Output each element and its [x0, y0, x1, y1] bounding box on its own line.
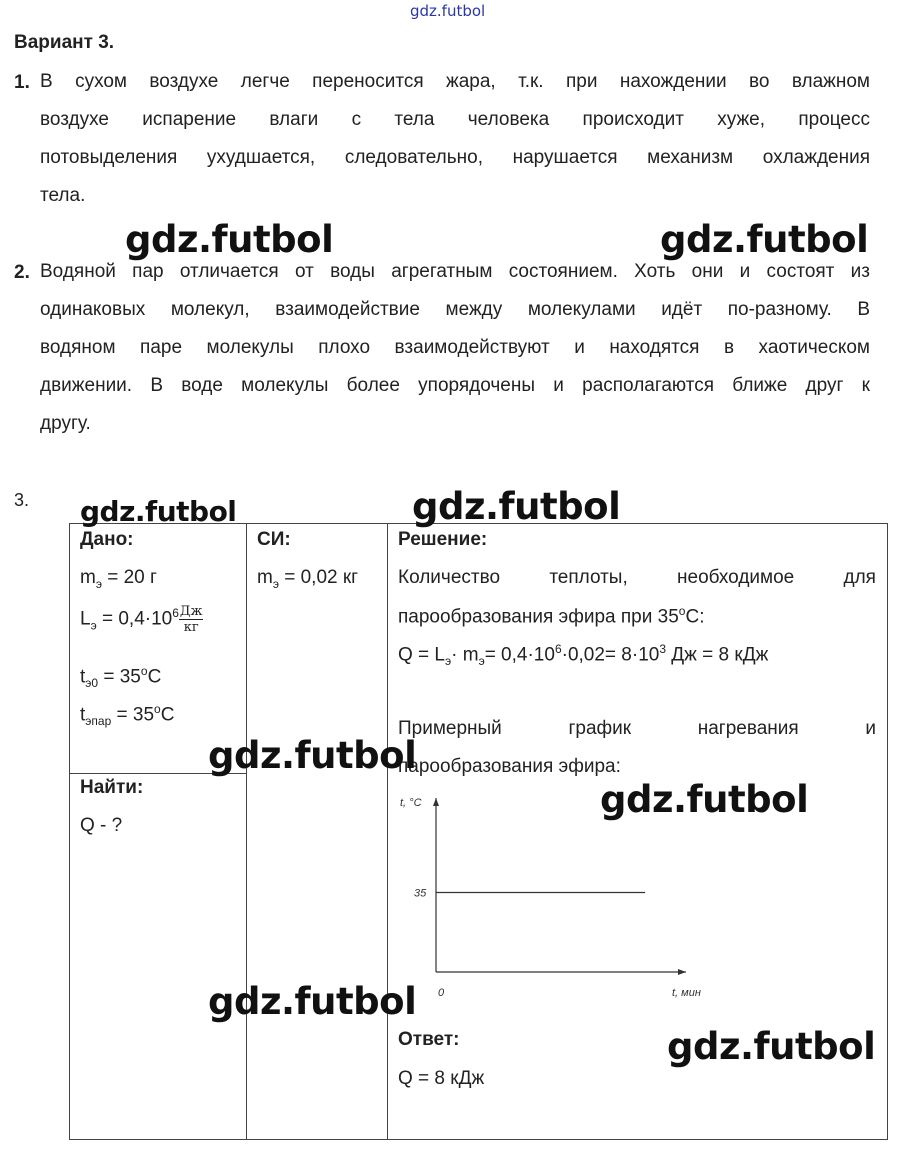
question-2-answer [40, 253, 870, 443]
page-title: Вариант 3. [14, 32, 115, 53]
watermark: gdz.futbol [412, 485, 621, 528]
q2-line-1: Водяной пар отличается от воды агрегатным состоянием. Хоть они и состоят из [40, 261, 870, 282]
origin-label: 0 [438, 987, 445, 999]
watermark: gdz.futbol [125, 218, 334, 261]
x-axis-label: t, мин [672, 987, 701, 999]
watermark: gdz.futbol [660, 218, 869, 261]
q2-line-2: одинаковых молекул, взаимодействие между молекулами идёт по-разному. В [40, 299, 870, 320]
solution-line-2: парообразования эфира при 35$^o$С: [398, 604, 705, 628]
x-axis-arrow [678, 969, 686, 975]
find-value: Q - ? [80, 815, 123, 837]
q2-line-3: водяном паре молекулы плохо взаимодействуют и находятся в хаотическом [40, 337, 870, 358]
watermark: gdz.futbol [208, 980, 417, 1023]
site-mark: gdz.futbol [410, 2, 486, 20]
q2-line-5: другу. [40, 413, 91, 434]
si-cell [247, 524, 388, 1140]
q1-line-3: потовыделения ухудшается, следовательно, нарушается механизм охлаждения [40, 147, 870, 168]
y-axis-arrow [433, 798, 439, 806]
question-2-number: 2. [14, 262, 30, 283]
y-tick-label: 35 [414, 887, 427, 900]
q1-line-4: тела. [40, 185, 86, 206]
watermark: gdz.futbol [208, 734, 417, 777]
y-axis-label: t, °C [400, 797, 422, 809]
given-latent-heat: $L_э = 0,4\cdot 10^6$ $\frac{Дж}{кг}$ [80, 604, 203, 635]
question-1-answer [40, 63, 870, 215]
given-header: Дано: [80, 529, 134, 550]
si-mass: $m_э = 0,02$ кг [257, 567, 359, 591]
q1-line-1: В сухом воздухе легче переносится жара, т.к. при нахождении во влажном [40, 71, 870, 92]
solution-line-1: Количество теплоты, необходимое для [398, 567, 876, 588]
graph-intro-line-2: парообразования эфира: [398, 756, 621, 777]
watermark: gdz.futbol [667, 1025, 876, 1068]
si-header: СИ: [257, 529, 291, 550]
graph-intro-line-1: Примерный график нагревания и [398, 718, 876, 739]
graph-axes [433, 798, 686, 975]
find-cell [70, 774, 247, 1140]
question-3-number: 3. [14, 490, 30, 510]
solution-header: Решение: [398, 529, 488, 550]
q2-line-4: движении. В воде молекулы более упорядочены и располагаются ближе друг к [40, 375, 870, 396]
answer-value: Q = 8 кДж [398, 1068, 485, 1089]
q1-line-2: воздухе испарение влаги с тела человека происходит хуже, процесс [40, 109, 870, 130]
unit-fraction: $\frac{Дж}{кг}$ [179, 604, 203, 635]
watermark: gdz.futbol [600, 778, 809, 821]
solution-formula: $Q = L_э\cdot m_э= 0,4\cdot 10^6\cdot 0,02= 8\cdot 10^3$ Дж = 8 кДж [398, 642, 769, 669]
given-initial-temp: $t_{э0} = 35^oC$ [80, 664, 162, 691]
answer-header: Ответ: [398, 1029, 460, 1050]
given-boiling-temp: $t_{эпар} = 35^oC$ [80, 702, 175, 729]
question-1-number: 1. [14, 72, 30, 93]
find-header: Найти: [80, 777, 144, 799]
watermark: gdz.futbol [80, 495, 237, 528]
given-mass: $m_э = 20$ г [80, 567, 157, 591]
